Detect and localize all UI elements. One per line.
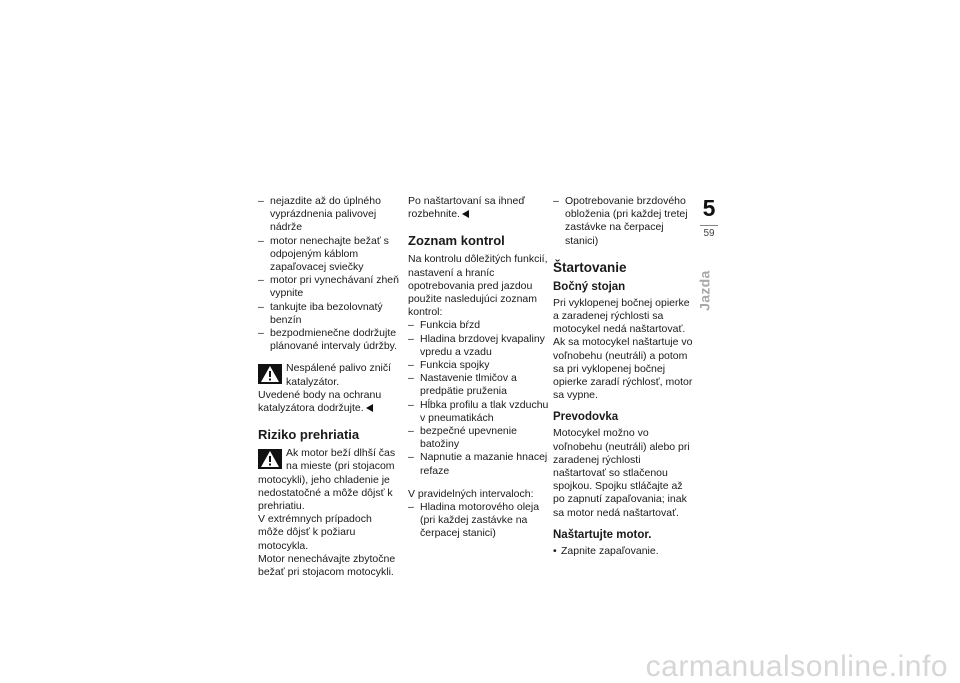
end-mark-icon [366, 404, 373, 412]
column-2 [408, 195, 553, 541]
subheading-start-engine: Naštartujte motor. [553, 528, 652, 541]
chapter-marker [697, 194, 721, 244]
column-1 [258, 195, 400, 579]
warning-text-2: V extrémnych prípadoch môže dôjsť k požiaru motocykla. [258, 513, 372, 552]
warning-catalyst [258, 362, 400, 415]
list-item: – bezpečné upevnenie batožiny [408, 425, 553, 451]
list-item: – motor nenechajte bežať s odpojeným káblom zapaľovacej sviečky [258, 235, 400, 275]
subheading-gearbox: Prevodovka [553, 411, 619, 424]
warning-text-3: Motor nenechávajte zbytočne bežať pri stojacom motocykli. [258, 552, 396, 579]
subheading-side-stand: Bočný stojan [553, 280, 626, 293]
list-item: – tankujte iba bezolovnatý benzín [258, 301, 400, 327]
side-stand-text: Pri vyklopenej bočnej opierke a zaradenej rýchlosti sa motocykel nedá naštartovať. Ak sa motocykel naštartuje vo voľnobehu (neutráli) a potom sa pri vyklopenej bočnej opierke zaradí rýchlosť, motor sa vypne. [553, 296, 693, 402]
warning-triangle-icon [258, 364, 282, 384]
watermark: carmanualsonline.info [645, 649, 948, 683]
list-item: – Opotrebovanie brzdového obloženia (pri každej tretej zastávke na čerpacej stanici) [553, 195, 693, 248]
warning-text: Nespálené palivo zničí katalyzátor. [286, 362, 392, 388]
list-item: – Hĺbka profilu a tlak vzduchu v pneumatikách [408, 399, 553, 425]
section-tab [696, 268, 719, 316]
warning-overheating [258, 447, 400, 579]
list-item: – Funkcia bŕzd [408, 319, 553, 332]
list-item: – Nastavenie tlmičov a predpätie pruženia [408, 372, 553, 398]
list-item: – Funkcia spojky [408, 359, 553, 372]
warning-text: Ak motor beží dlhší čas na mieste (pri stojacom motocykli), jeho chladenie je nedostatočné a môže dôjsť k prehriatiu. [258, 447, 396, 513]
start-steps [553, 545, 693, 558]
intro-text: Po naštartovaní sa ihneď rozbehnite. [408, 195, 525, 221]
end-mark-icon [462, 210, 469, 218]
interval-list-continued [553, 195, 693, 248]
heading-checklist: Zoznam kontrol [408, 233, 505, 249]
chapter-number: 5 [702, 195, 716, 221]
list-item: – motor pri vynechávaní zheň vypnite [258, 274, 400, 300]
list-item: – bezpodmienečne dodržujte plánované intervaly údržby. [258, 327, 400, 353]
gearbox-text: Motocykel možno vo voľnobehu (neutráli) alebo pri zaradenej rýchlosti naštartovať so stlačenou spojkou. Spojku stláčajte až po zapnutí zapaľovania; inak sa motor nedá naštartovať. [553, 427, 690, 519]
list-item: – Napnutie a mazanie hnacej refaze [408, 451, 553, 477]
interval-text: V pravidelných intervaloch: [408, 487, 534, 500]
warning-text-rest: Uvedené body na ochranu katalyzátora dodržujte. [258, 388, 382, 415]
list-item: – Hladina brzdovej kvapaliny vpredu a vzadu [408, 333, 553, 359]
section-label: Jazda [696, 270, 713, 311]
precaution-list [258, 195, 400, 353]
list-item: – nejazdite až do úplného vyprázdnenia palivovej nádrže [258, 195, 400, 235]
list-item: – Hladina motorového oleja (pri každej zastávke na čerpacej stanici) [408, 501, 553, 541]
heading-starting: Štartovanie [553, 259, 627, 275]
list-item: • Zapnite zapaľovanie. [553, 545, 693, 558]
checklist [408, 319, 553, 477]
heading-overheating: Riziko prehriatia [258, 427, 360, 443]
interval-list [408, 501, 553, 541]
column-3 [553, 195, 693, 558]
divider [700, 225, 718, 226]
checklist-intro: Na kontrolu dôležitých funkcií, nastavení a hraníc opotrebovania pred jazdou použite nasledujúci zoznam kontrol: [408, 253, 548, 319]
warning-triangle-icon [258, 449, 282, 469]
page-number: 59 [703, 228, 715, 239]
